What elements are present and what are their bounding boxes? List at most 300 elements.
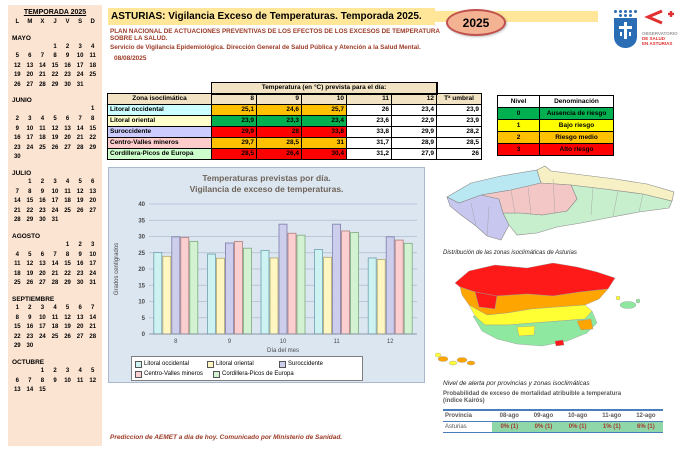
calendar-day-cell: 9: [53, 377, 57, 384]
weekday-label: V: [65, 19, 70, 25]
calendar-empty-cell: [61, 105, 74, 115]
calendar-day-cell: 28: [51, 280, 59, 287]
calendar-day-cell: 12: [76, 188, 84, 195]
calendar-day-cell: 6: [15, 377, 19, 384]
risk-header-cell: Denominación: [540, 96, 614, 108]
x-tick-label: 8: [174, 339, 178, 345]
calendar-day-cell: 15: [51, 62, 59, 69]
forecast-value-cell: 33,8: [347, 127, 392, 138]
temp-table-row: [108, 127, 482, 138]
calendar-day-cell: 25: [51, 333, 59, 340]
x-axis-label: Día del mes: [266, 348, 300, 354]
report-date: 08/08/2025: [114, 54, 147, 62]
bar-cordillera-picos-de-europa: [351, 233, 359, 334]
day-header-cell: 8: [212, 94, 257, 105]
obs-line-2: DE SALUD: [642, 36, 666, 42]
calendar-day-cell: 26: [64, 333, 71, 340]
calendar-month-grid: [11, 367, 99, 396]
zone-name-cell: Cordillera-Picos de Europa: [108, 149, 212, 160]
calendar-day-cell: 1: [28, 179, 32, 186]
risk-row: [498, 108, 614, 120]
chart-title-line-1: Temperaturas previstas por día.: [202, 173, 331, 183]
forecast-value-cell: 27,9: [392, 149, 437, 160]
calendar-day-cell: 22: [13, 333, 21, 340]
risk-header-cell: Nivel: [498, 96, 540, 108]
calendar-day-cell: 12: [51, 125, 59, 132]
risk-level-cell: 2: [498, 132, 540, 144]
observatorio-chevron-icon: [642, 9, 679, 25]
calendar-day-cell: 5: [53, 116, 57, 123]
kairos-title-line-1: Probabilidad de exceso de mortalidad atribuible a temperatura: [443, 391, 622, 397]
calendar-day-cell: 3: [53, 179, 57, 186]
umbral-header-cell: Tª umbral: [437, 94, 482, 105]
calendar-day-cell: 5: [65, 304, 70, 311]
calendar-day-cell: 20: [76, 324, 84, 331]
calendar-day-cell: 12: [89, 377, 97, 384]
calendar-empty-cell: [36, 43, 49, 53]
kairos-header-cell: 10-ago: [561, 410, 595, 422]
calendar-day-cell: 10: [51, 188, 59, 195]
forecast-value-cell: 29,7: [212, 138, 257, 149]
temp-table-row: [108, 149, 482, 160]
calendar-day-cell: 28: [39, 81, 46, 88]
kairos-data-row: [443, 422, 663, 433]
spacer-cell: [108, 83, 212, 94]
forecast-value-cell: 24,6: [257, 105, 302, 116]
calendar-day-cell: 15: [64, 261, 71, 268]
calendar-day-cell: 18: [51, 324, 59, 331]
spacer-cell: [437, 83, 482, 94]
forecast-value-cell: 30,4: [302, 149, 347, 160]
calendar-day-cell: 10: [89, 251, 97, 258]
risk-level-table: [497, 95, 614, 156]
legend-label: Cordillera-Picos de Europa: [222, 371, 294, 377]
asturias-shield-icon: [612, 10, 639, 56]
weekday-label: X: [40, 19, 45, 25]
forecast-value-cell: 28: [257, 127, 302, 138]
calendar-day-cell: 24: [89, 270, 97, 277]
umbral-value-cell: 28,5: [437, 138, 482, 149]
legend-item: [135, 371, 213, 378]
page-title: ASTURIAS: Vigilancia Exceso de Temperaturas. Temporada 2025.: [111, 11, 422, 22]
calendar-day-cell: 19: [13, 72, 21, 79]
calendar-day-cell: 18: [39, 135, 46, 142]
calendar-day-cell: 18: [64, 198, 71, 205]
calendar-day-cell: 4: [91, 43, 95, 50]
temperature-forecast-table: [107, 82, 482, 160]
kairos-header-cell: 12-ago: [629, 410, 663, 422]
calendar-empty-cell: [36, 241, 49, 251]
forecast-value-cell: 28,5: [257, 138, 302, 149]
calendar-day-cell: 9: [40, 188, 45, 195]
temperature-chart-panel: [108, 167, 425, 383]
calendar-day-cell: 28: [89, 333, 97, 340]
calendar-day-cell: 26: [51, 144, 59, 151]
forecast-value-cell: 22,9: [392, 116, 437, 127]
legend-row: [135, 369, 359, 379]
calendar-day-cell: 26: [76, 207, 84, 214]
risk-table-el: [497, 95, 614, 156]
risk-level-cell: 0: [498, 108, 540, 120]
calendar-month-grid: [11, 304, 99, 352]
weekday-label: J: [53, 19, 57, 25]
calendar-day-cell: 21: [13, 207, 21, 214]
calendar-day-cell: 22: [26, 207, 34, 214]
x-tick-label: 10: [279, 339, 287, 345]
x-tick-label: 12: [386, 339, 394, 345]
calendar-empty-cell: [11, 367, 24, 377]
forecast-value-cell: 23,3: [257, 116, 302, 127]
bar-litoral-oriental: [163, 256, 171, 334]
shield-crown2: [612, 14, 639, 17]
calendar-month-name: SEPTIEMBRE: [12, 295, 55, 303]
weekday-label: D: [90, 19, 95, 25]
risk-row: [498, 132, 614, 144]
forecast-value-cell: 23,4: [392, 105, 437, 116]
bar-litoral-oriental: [216, 258, 224, 334]
calendar-day-cell: 1: [53, 43, 57, 50]
kairos-header-cell: Provincia: [443, 410, 492, 422]
kairos-title-line-2: (índice Kairós): [443, 398, 485, 404]
bar-suroccidente: [172, 237, 180, 334]
x-tick-label: 11: [333, 339, 340, 345]
kairos-header-row: [443, 410, 663, 422]
y-tick-label: 15: [138, 283, 145, 290]
spain-alert-map: [435, 259, 647, 373]
calendar-day-cell: 8: [15, 314, 19, 321]
calendar-day-cell: 14: [13, 198, 21, 205]
calendar-day-cell: 7: [91, 304, 95, 311]
calendar-day-cell: 2: [53, 367, 57, 374]
calendar-day-cell: 19: [26, 270, 34, 277]
kairos-value-cell: 0% (1): [561, 422, 595, 433]
bar-centro-valles-mineros: [181, 237, 189, 334]
calendar-day-cell: 3: [78, 43, 82, 50]
risk-row: [498, 120, 614, 132]
calendar-day-cell: 2: [78, 242, 82, 248]
bar-suroccidente: [386, 237, 394, 334]
bar-litoral-oriental: [270, 258, 278, 334]
calendar-day-cell: 5: [78, 179, 82, 186]
year-badge-text: 2025: [462, 15, 490, 30]
calendar-day-cell: 11: [76, 377, 84, 384]
calendar-day-cell: 25: [89, 72, 97, 79]
calendar-day-cell: 29: [13, 343, 21, 350]
calendar-day-cell: 25: [13, 280, 21, 287]
calendar-day-cell: 21: [76, 135, 84, 142]
calendar-day-cell: 28: [13, 217, 21, 224]
forecast-value-cell: 23,9: [212, 116, 257, 127]
calendar-day-cell: 11: [51, 314, 59, 321]
bar-centro-valles-mineros: [234, 241, 242, 334]
umbral-value-cell: 26: [437, 149, 482, 160]
calendar-day-cell: 29: [51, 81, 59, 88]
season-calendar: [8, 5, 102, 446]
bar-centro-valles-mineros: [395, 240, 403, 334]
risk-label-cell: Riesgo medio: [540, 132, 614, 144]
calendar-day-cell: 27: [89, 207, 97, 214]
calendar-day-cell: 20: [64, 135, 71, 142]
calendar-day-cell: 10: [39, 314, 46, 321]
calendar-weekday-header: [11, 18, 99, 28]
service-line: Servicio de Vigilancia Epidemiológica. Dirección General de Salud Pública y Atención a la Salud Mental.: [110, 44, 421, 52]
calendar-day-cell: 25: [39, 144, 46, 151]
legend-swatch: [207, 361, 214, 368]
calendar-day-cell: 18: [13, 270, 21, 277]
y-tick-label: 25: [138, 250, 145, 257]
calendar-day-cell: 15: [89, 125, 97, 132]
calendar-day-cell: 2: [65, 43, 70, 50]
obs-line-1: OBSERVATORIO: [642, 31, 678, 36]
risk-level-cell: 3: [498, 144, 540, 156]
calendar-empty-cell: [11, 178, 24, 188]
temp-table-row: [108, 116, 482, 127]
y-tick-label: 5: [141, 315, 145, 322]
calendar-day-cell: 27: [64, 144, 71, 151]
kairos-value-cell: 6% (1): [629, 422, 663, 433]
calendar-day-cell: 9: [15, 125, 19, 132]
calendar-day-cell: 7: [40, 53, 45, 60]
y-tick-label: 0: [141, 332, 145, 338]
y-axis-label: Grados centigrados: [114, 242, 120, 296]
weekday-label: M: [27, 19, 33, 25]
legend-item: [135, 361, 207, 368]
calendar-day-cell: 14: [39, 62, 46, 69]
calendar-day-cell: 1: [65, 242, 70, 248]
day-header-cell: 12: [392, 94, 437, 105]
spain-map-caption: Nivel de alerta por provincias y zonas isoclimáticas: [443, 380, 590, 387]
risk-level-cell: 1: [498, 120, 540, 132]
bar-chart: [109, 198, 426, 356]
calendar-day-cell: 1: [40, 367, 45, 374]
calendar-empty-cell: [24, 105, 37, 115]
forecast-value-cell: 31: [302, 138, 347, 149]
calendar-day-cell: 24: [51, 207, 59, 214]
calendar-day-cell: 31: [76, 81, 84, 88]
calendar-day-cell: 1: [15, 304, 19, 311]
bar-suroccidente: [225, 243, 233, 334]
calendar-day-cell: 15: [13, 324, 21, 331]
temp-table-row: [108, 105, 482, 116]
calendar-day-cell: 18: [89, 62, 97, 69]
calendar-title: TEMPORADA 2025: [23, 9, 87, 16]
calendar-day-cell: 4: [78, 367, 82, 374]
calendar-day-cell: 11: [64, 188, 71, 195]
calendar-day-cell: 4: [40, 116, 45, 123]
calendar-day-cell: 27: [76, 333, 84, 340]
forecast-value-cell: 33,8: [302, 127, 347, 138]
calendar-day-cell: 16: [13, 135, 21, 142]
umbral-value-cell: 28,2: [437, 127, 482, 138]
kairos-header-cell: 08-ago: [492, 410, 526, 422]
calendar-day-cell: 16: [64, 62, 71, 69]
calendar-day-cell: 13: [39, 261, 46, 268]
calendar-day-cell: 20: [39, 270, 46, 277]
calendar-day-cell: 3: [91, 242, 95, 248]
kairos-value-cell: 0% (1): [526, 422, 560, 433]
weekday-label: L: [15, 19, 20, 25]
legend-label: Centro-Valles mineros: [144, 371, 203, 377]
calendar-empty-cell: [24, 241, 37, 251]
calendar-day-cell: 2: [40, 179, 45, 186]
zone-name-cell: Litoral oriental: [108, 116, 212, 127]
calendar-day-cell: 8: [91, 116, 95, 123]
calendar-day-cell: 19: [51, 135, 59, 142]
temp-table-merged-row: [108, 83, 482, 94]
calendar-day-cell: 14: [51, 261, 59, 268]
calendar-month-name: OCTUBRE: [12, 358, 45, 366]
umbral-value-cell: 23,9: [437, 105, 482, 116]
calendar-day-cell: 17: [51, 198, 59, 205]
calendar-day-cell: 30: [76, 280, 84, 287]
calendar-day-cell: 3: [40, 304, 45, 311]
calendar-day-cell: 26: [26, 280, 34, 287]
calendar-day-cell: 17: [26, 135, 34, 142]
calendar-day-cell: 29: [89, 144, 97, 151]
calendar-day-cell: 30: [26, 343, 34, 350]
calendar-day-cell: 22: [51, 72, 59, 79]
day-header-cell: 10: [302, 94, 347, 105]
calendar-month-grid: [11, 241, 99, 289]
calendar-day-cell: 9: [65, 53, 70, 60]
bar-suroccidente: [279, 224, 287, 334]
legend-swatch: [279, 361, 286, 368]
risk-label-cell: Bajo riesgo: [540, 120, 614, 132]
risk-header-row: [498, 96, 614, 108]
chart-legend: [131, 356, 363, 381]
calendar-day-cell: 2: [28, 304, 32, 311]
title-band: [108, 8, 435, 25]
calendar-day-cell: 24: [76, 72, 84, 79]
kairos-index-block: [443, 391, 663, 433]
temp-table-row: [108, 138, 482, 149]
risk-label-cell: Alto riesgo: [540, 144, 614, 156]
calendar-day-cell: 6: [91, 179, 95, 186]
calendar-day-cell: 2: [15, 116, 19, 123]
kairos-value-cell: 0% (1): [492, 422, 526, 433]
calendar-day-cell: 3: [65, 367, 70, 374]
calendar-day-cell: 29: [26, 217, 34, 224]
calendar-day-cell: 24: [26, 144, 34, 151]
calendar-empty-cell: [11, 241, 24, 251]
calendar-day-cell: 31: [51, 217, 59, 224]
calendar-day-cell: 1: [91, 106, 95, 113]
calendar-empty-cell: [49, 241, 62, 251]
calendar-day-cell: 8: [28, 188, 32, 195]
calendar-day-cell: 13: [76, 314, 84, 321]
chart-footnote: Prediccion de AEMET a dia de hoy. Comunicado por Ministerio de Sanidad.: [110, 434, 343, 441]
bar-centro-valles-mineros: [342, 231, 350, 334]
calendar-day-cell: 8: [65, 251, 70, 258]
bar-cordillera-picos-de-europa: [297, 235, 305, 334]
legend-item: [207, 361, 279, 368]
calendar-empty-cell: [11, 43, 24, 53]
calendar-day-cell: 6: [28, 53, 32, 60]
calendar-day-cell: 16: [76, 261, 84, 268]
obs-line-3: EN ASTURIAS: [642, 41, 673, 47]
bar-litoral-occidental: [207, 254, 215, 334]
forecast-value-cell: 29,9: [392, 127, 437, 138]
day-header-cell: 9: [257, 94, 302, 105]
calendar-day-cell: 6: [65, 116, 70, 123]
calendar-day-cell: 21: [89, 324, 97, 331]
calendar-day-cell: 30: [64, 81, 71, 88]
forecast-value-cell: 23,4: [302, 116, 347, 127]
risk-row: [498, 144, 614, 156]
forecast-value-cell: 26: [347, 105, 392, 116]
calendar-day-cell: 15: [39, 387, 46, 394]
calendar-empty-cell: [11, 105, 24, 115]
forecast-value-cell: 29,9: [212, 127, 257, 138]
kairos-header-cell: 09-ago: [526, 410, 560, 422]
calendar-day-cell: 19: [64, 324, 71, 331]
calendar-day-cell: 29: [64, 280, 71, 287]
calendar-day-cell: 20: [26, 72, 34, 79]
calendar-day-cell: 11: [39, 125, 46, 132]
calendar-day-cell: 10: [76, 53, 84, 60]
calendar-day-cell: 14: [89, 314, 97, 321]
calendar-day-cell: 6: [40, 251, 45, 258]
calendar-day-cell: 25: [64, 207, 71, 214]
calendar-day-cell: 13: [13, 387, 21, 394]
calendar-day-cell: 12: [13, 62, 21, 69]
legend-item: [279, 361, 359, 368]
legend-label: Litoral occidental: [144, 361, 190, 367]
calendar-empty-cell: [49, 105, 62, 115]
calendar-day-cell: 17: [76, 62, 84, 69]
calendar-day-cell: 8: [53, 53, 57, 60]
legend-item: [213, 371, 353, 378]
kairos-value-cell: 1% (1): [595, 422, 629, 433]
forecast-value-cell: 28,5: [212, 149, 257, 160]
calendar-day-cell: 17: [89, 261, 97, 268]
calendar-day-cell: 8: [40, 377, 45, 384]
forecast-value-cell: 28,9: [392, 138, 437, 149]
chart-title: [109, 173, 424, 195]
zone-name-cell: Centro-Valles mineros: [108, 138, 212, 149]
calendar-day-cell: 7: [15, 188, 19, 195]
calendar-day-cell: 6: [78, 304, 82, 311]
chart-title-line-2: Vigilancia de exceso de temperaturas.: [189, 184, 344, 194]
calendar-day-cell: 30: [39, 217, 46, 224]
calendar-day-cell: 9: [28, 314, 32, 321]
calendar-day-cell: 23: [39, 207, 46, 214]
calendar-day-cell: 14: [76, 125, 84, 132]
calendar-empty-cell: [24, 43, 37, 53]
bar-litoral-occidental: [315, 250, 323, 335]
umbral-value-cell: 23,9: [437, 116, 482, 127]
calendar-day-cell: 17: [39, 324, 46, 331]
calendar-day-cell: 28: [76, 144, 84, 151]
calendar-month-name: AGOSTO: [12, 233, 41, 240]
calendar-day-cell: 19: [76, 198, 84, 205]
forecast-value-cell: 31,7: [347, 138, 392, 149]
calendar-day-cell: 12: [64, 314, 71, 321]
calendar-day-cell: 21: [39, 72, 46, 79]
bar-litoral-oriental: [377, 260, 385, 334]
temp-table-header-row: [108, 94, 482, 105]
observatorio-logo-text: [642, 31, 679, 47]
calendar-day-cell: 10: [26, 125, 34, 132]
calendar-day-cell: 10: [64, 377, 71, 384]
calendar-day-cell: 15: [26, 198, 34, 205]
legend-label: Litoral oriental: [216, 361, 254, 367]
calendar-day-cell: 22: [64, 270, 71, 277]
forecast-value-cell: 25,1: [212, 105, 257, 116]
weekday-label: S: [78, 19, 83, 25]
x-tick-label: 9: [227, 339, 232, 345]
legend-swatch: [135, 371, 142, 378]
